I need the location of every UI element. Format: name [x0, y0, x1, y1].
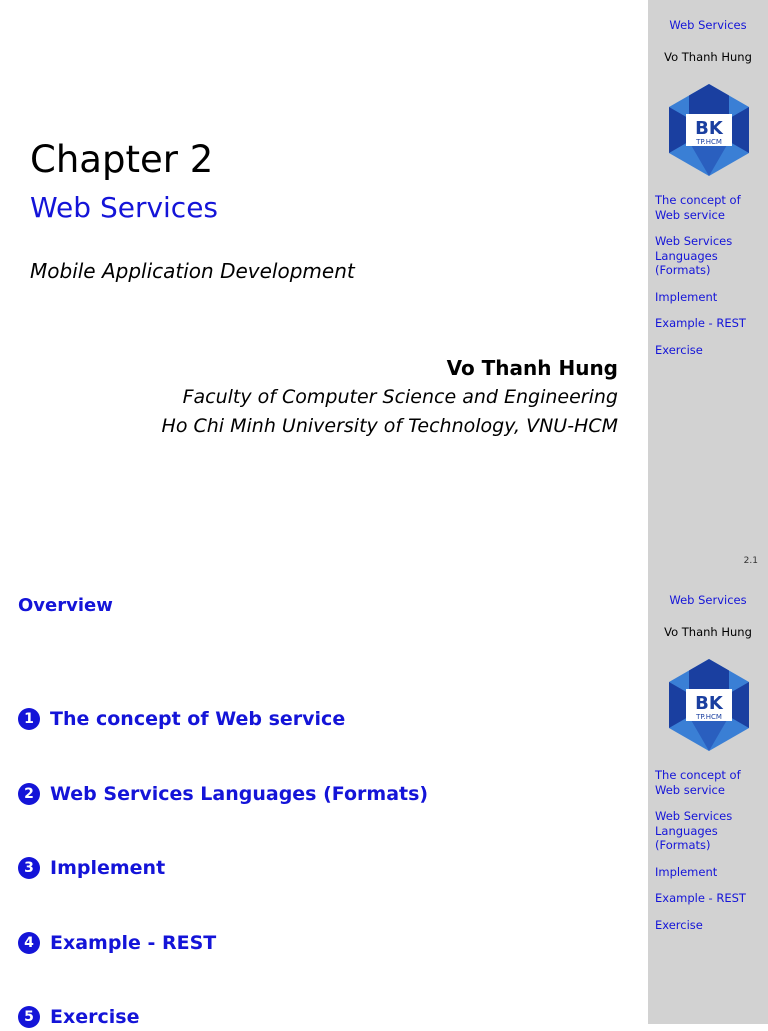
toc-item-exercise[interactable] [18, 1003, 139, 1031]
bk-university-logo [661, 82, 757, 178]
sidebar-nav-item-example-rest[interactable]: Example - REST [655, 891, 746, 905]
number-badge: 4 [18, 932, 40, 954]
sidebar-nav-item-implement[interactable]: Implement [655, 289, 718, 304]
sidebar-title-link[interactable]: Web Services [669, 18, 747, 32]
toc-item-languages[interactable] [18, 780, 428, 808]
number-badge: 1 [18, 708, 40, 730]
toc-item-label: Exercise [50, 1006, 140, 1028]
toc-item-label: Implement [50, 857, 166, 879]
logo-text-main: BK [695, 693, 723, 714]
page-number: 2.1 [743, 556, 758, 566]
sidebar-nav-item-languages[interactable]: Web Services Languages (Formats) [655, 809, 733, 852]
sidebar-author: Vo Thanh Hung [664, 625, 752, 639]
toc-item-concept[interactable] [18, 705, 345, 733]
sidebar-nav-item-concept[interactable]: The concept of Web service [655, 768, 741, 797]
sidebar-title-link[interactable]: Web Services [669, 593, 747, 607]
sidebar-nav-item-languages[interactable]: Web Services Languages (Formats) [655, 234, 733, 277]
sidebar-nav-item-concept[interactable]: The concept of Web service [655, 193, 741, 222]
overview-title: Overview [18, 595, 113, 616]
affiliation-faculty: Faculty of Computer Science and Engineering [182, 386, 618, 408]
sidebar-nav-item-exercise[interactable]: Exercise [655, 917, 703, 932]
sidebar-nav-item-exercise[interactable]: Exercise [655, 342, 703, 357]
logo-text-sub: TP.HCM [696, 713, 722, 721]
course-name: Mobile Application Development [30, 259, 355, 283]
chapter-title: Chapter 2 [30, 138, 214, 181]
toc-item-label: Web Services Languages (Formats) [50, 783, 429, 805]
logo-text-sub: TP.HCM [696, 138, 722, 146]
logo-text-main: BK [695, 118, 723, 139]
number-badge: 3 [18, 857, 40, 879]
toc-item-label: The concept of Web service [50, 708, 346, 730]
author-name: Vo Thanh Hung [446, 356, 618, 380]
affiliation-university: Ho Chi Minh University of Technology, VNU-HCM [161, 415, 618, 437]
sidebar-nav [655, 768, 763, 944]
number-badge: 5 [18, 1006, 40, 1028]
number-badge: 2 [18, 783, 40, 805]
sidebar-author: Vo Thanh Hung [664, 50, 752, 64]
presentation-subtitle: Web Services [30, 191, 219, 224]
sidebar-nav-item-example-rest[interactable]: Example - REST [655, 316, 746, 330]
toc-item-label: Example - REST [50, 932, 217, 954]
bk-university-logo [661, 657, 757, 753]
toc-item-example-rest[interactable] [18, 929, 216, 957]
sidebar-nav [655, 193, 763, 369]
toc-item-implement[interactable] [18, 854, 165, 882]
sidebar-nav-item-implement[interactable]: Implement [655, 864, 718, 879]
